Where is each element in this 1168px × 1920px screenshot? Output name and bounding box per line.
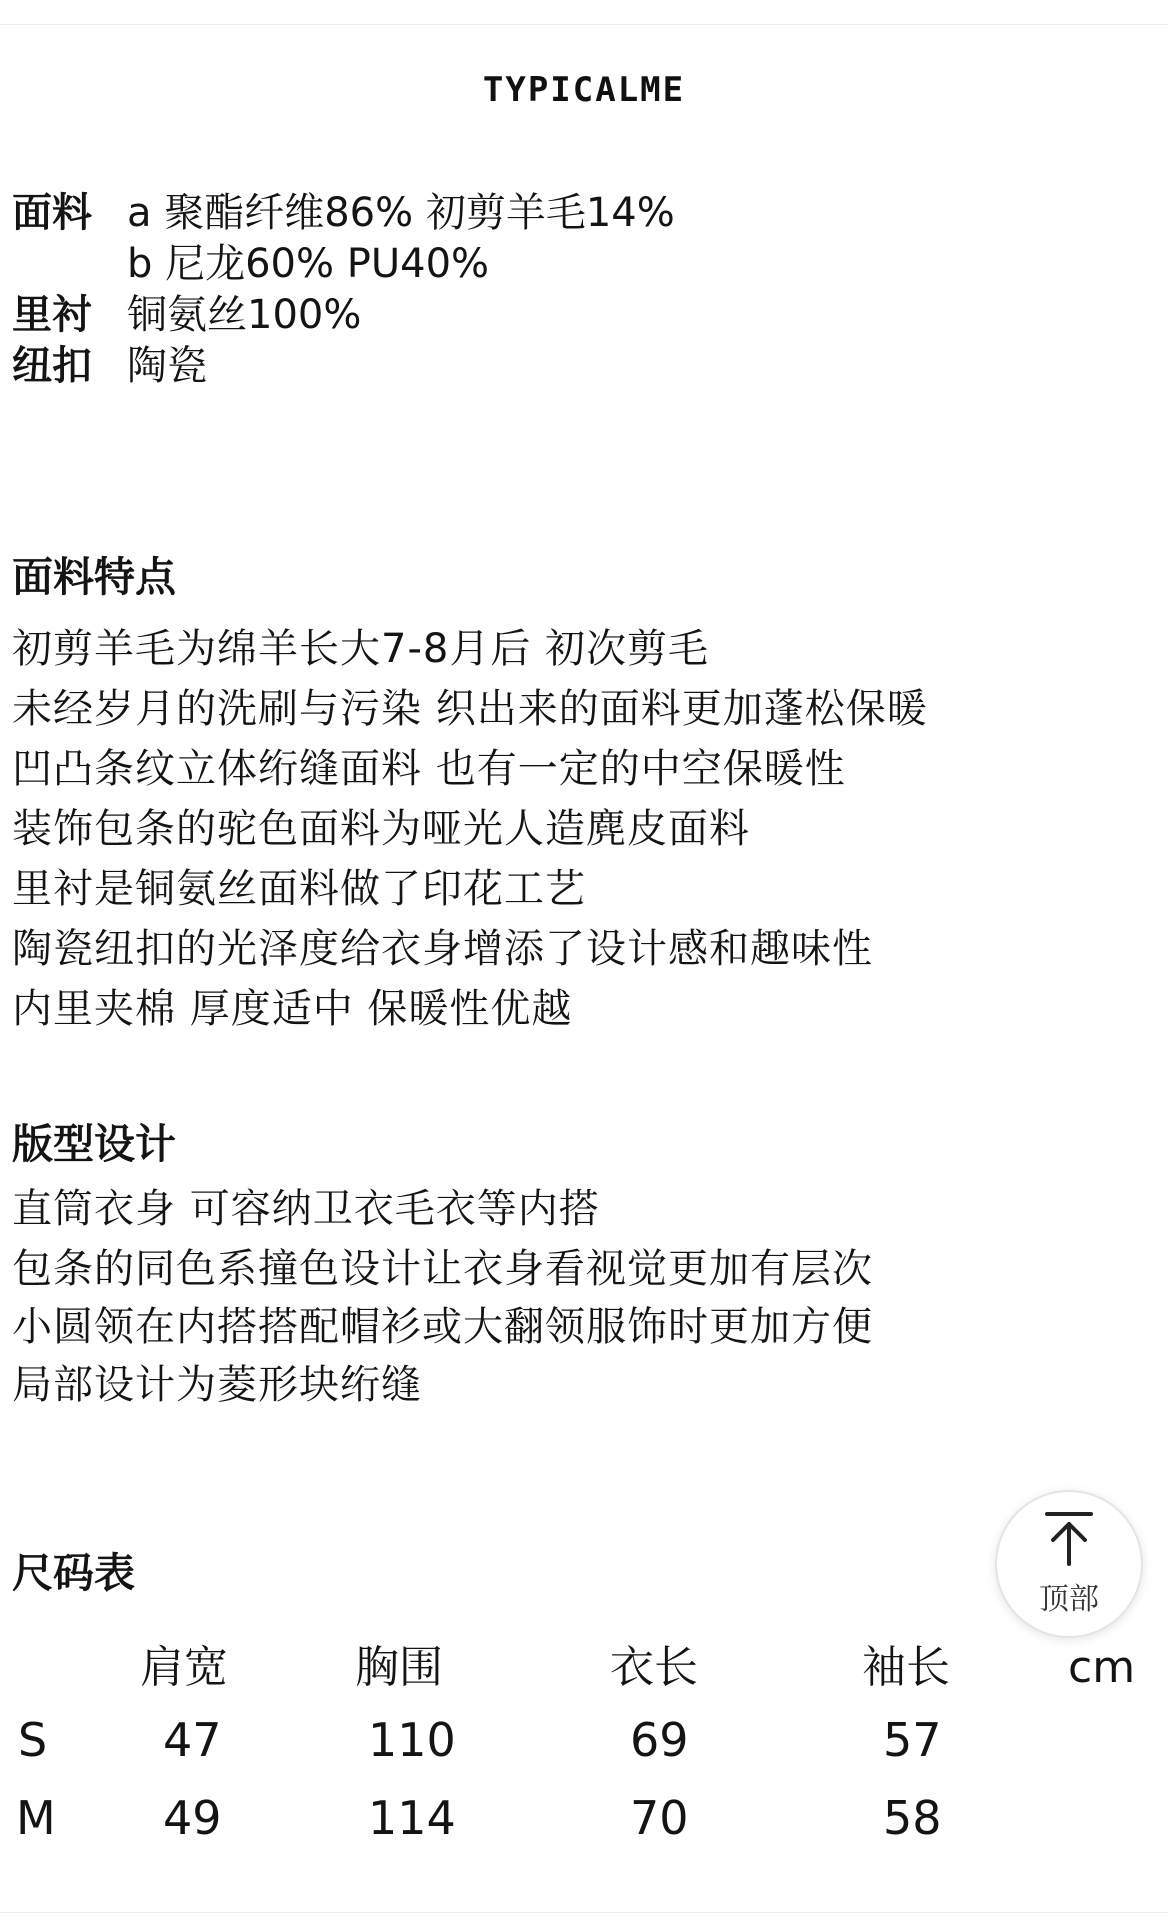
size-label: S [18,1713,48,1767]
lining-row [12,286,361,344]
back-to-top-button[interactable] [995,1490,1143,1638]
table-cell: 57 [883,1713,942,1767]
fabric-value-a: a 聚酯纤维86% 初剪羊毛14% [127,190,675,236]
features-line: 装饰包条的驼色面料为哑光人造麂皮面料 [12,806,750,852]
features-line: 内里夹棉 厚度适中 保暖性优越 [12,986,573,1032]
table-cell: 69 [630,1713,689,1767]
table-cell: 110 [368,1713,456,1767]
table-cell: 114 [368,1791,456,1845]
size-label: M [16,1791,56,1845]
lining-value: 铜氨丝100% [127,292,362,338]
button-row [12,337,207,395]
button-material-label: 纽扣 [12,343,92,389]
table-cell: 70 [630,1791,689,1845]
design-line: 小圆领在内搭搭配帽衫或大翻领服饰时更加方便 [12,1304,873,1350]
fabric-row-b [12,235,489,293]
column-header-sleeve: 袖长 [862,1642,950,1693]
fabric-value-b: b 尼龙60% PU40% [127,241,490,287]
features-line: 里衬是铜氨丝面料做了印花工艺 [12,866,586,912]
bottom-divider [0,1912,1168,1913]
brand-logo: TYPICALME [482,70,686,110]
lining-label: 里衬 [12,292,92,338]
features-line: 凹凸条纹立体绗缝面料 也有一定的中空保暖性 [12,746,846,792]
features-line: 陶瓷纽扣的光泽度给衣身增添了设计感和趣味性 [12,926,873,972]
back-to-top-label: 顶部 [1039,1582,1099,1617]
top-divider [0,24,1168,25]
features-line: 未经岁月的洗刷与污染 织出来的面料更加蓬松保暖 [12,686,928,732]
column-header-length: 衣长 [610,1642,698,1693]
design-line: 局部设计为菱形块绗缝 [12,1362,422,1408]
table-cell: 58 [883,1791,942,1845]
unit-label: cm [1068,1642,1136,1693]
design-line: 直筒衣身 可容纳卫衣毛衣等内搭 [12,1186,600,1232]
features-title: 面料特点 [12,553,176,601]
design-line: 包条的同色系撞色设计让衣身看视觉更加有层次 [12,1246,873,1292]
button-material-value: 陶瓷 [127,343,207,389]
arrow-up-to-top-icon [1043,1510,1095,1568]
column-header-shoulder: 肩宽 [140,1642,228,1693]
design-title: 版型设计 [12,1120,176,1168]
fabric-label: 面料 [12,190,92,236]
size-chart-title: 尺码表 [12,1549,135,1597]
table-cell: 47 [163,1713,222,1767]
table-cell: 49 [163,1791,222,1845]
fabric-row-a [12,184,675,242]
features-line: 初剪羊毛为绵羊长大7-8月后 初次剪毛 [12,626,710,672]
column-header-chest: 胸围 [355,1642,443,1693]
size-table [0,1630,1168,1870]
